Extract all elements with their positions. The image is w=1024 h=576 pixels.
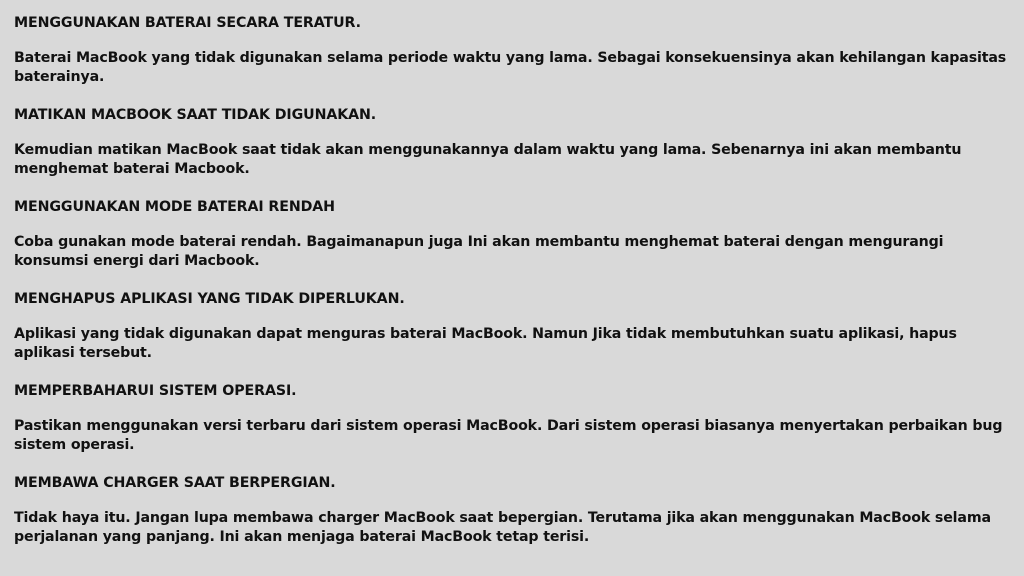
section-body: Tidak haya itu. Jangan lupa membawa charger MacBook saat bepergian. Terutama jika akan menggunakan MacBook selama perjalanan yang panjang. Ini akan menjaga baterai MacBook tetap terisi. xyxy=(14,510,991,545)
section-body: Aplikasi yang tidak digunakan dapat menguras baterai MacBook. Namun Jika tidak membutuhkan suatu aplikasi, hapus aplikasi tersebut. xyxy=(14,326,957,361)
section-body: Baterai MacBook yang tidak digunakan selama periode waktu yang lama. Sebagai konsekuensinya akan kehilangan kapasitas baterainya. xyxy=(14,50,1007,85)
section-bring-charger xyxy=(14,474,1010,547)
section-body: Kemudian matikan MacBook saat tidak akan menggunakannya dalam waktu yang lama. Sebenarnya ini akan membantu menghemat baterai Macbook. xyxy=(14,142,962,177)
section-battery-usage xyxy=(14,14,1010,87)
section-low-power-mode xyxy=(14,198,1010,271)
section-turn-off-macbook xyxy=(14,106,1010,179)
section-heading: MATIKAN MACBOOK SAAT TIDAK DIGUNAKAN. xyxy=(14,107,377,123)
section-update-os xyxy=(14,382,1010,455)
section-heading: MEMPERBAHARUI SISTEM OPERASI. xyxy=(14,383,297,399)
section-remove-apps xyxy=(14,290,1010,363)
section-heading: MEMBAWA CHARGER SAAT BERPERGIAN. xyxy=(14,475,336,491)
section-heading: MENGGUNAKAN MODE BATERAI RENDAH xyxy=(14,199,335,215)
section-heading: MENGGUNAKAN BATERAI SECARA TERATUR. xyxy=(14,15,361,31)
section-body: Coba gunakan mode baterai rendah. Bagaimanapun juga Ini akan membantu menghemat baterai dengan mengurangi konsumsi energi dari Macbook. xyxy=(14,234,944,269)
section-body: Pastikan menggunakan versi terbaru dari sistem operasi MacBook. Dari sistem operasi biasanya menyertakan perbaikan bug sistem operasi. xyxy=(14,418,1003,453)
section-heading: MENGHAPUS APLIKASI YANG TIDAK DIPERLUKAN. xyxy=(14,291,405,307)
